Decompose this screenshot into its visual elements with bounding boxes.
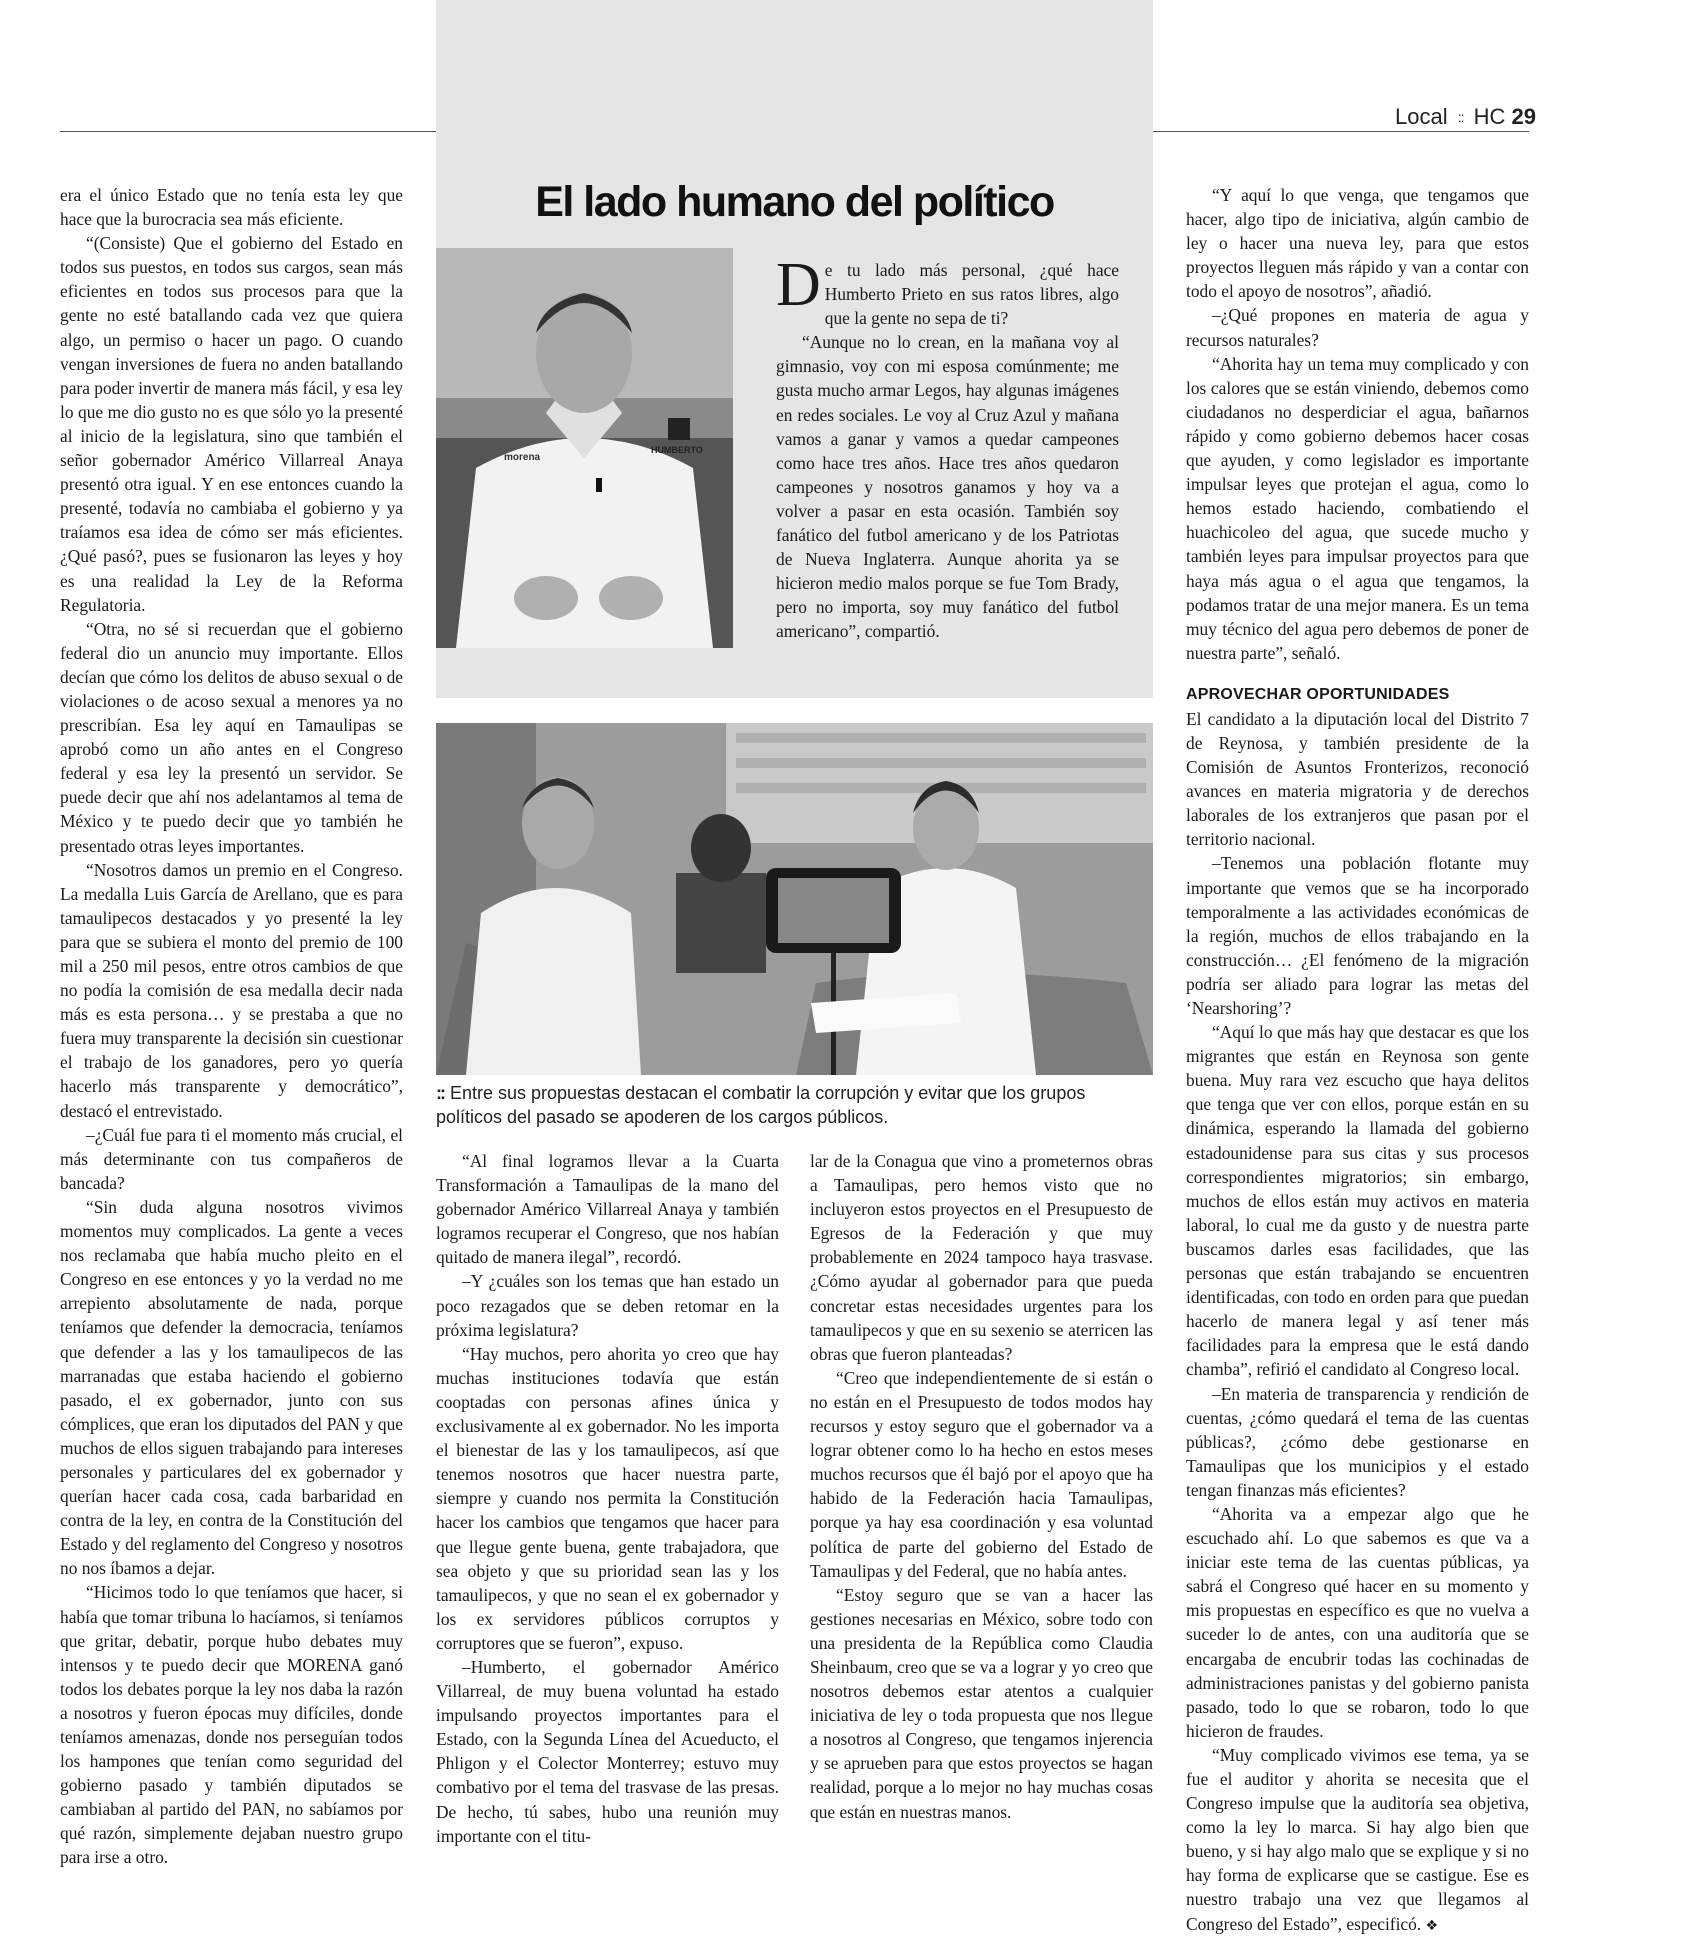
- column-4-paragraph: –En materia de transparencia y rendición de cuentas, ¿cómo quedará el tema de las cuentas públicas?, ¿cómo debe gestionarse en Tamaulipas que los municipios y el estado tengan finanzas más eficientes?: [1186, 1383, 1529, 1500]
- column-4-last-paragraph-text: “Muy complicado vivimos ese tema, ya se fue el auditor y ahorita se necesita que el Congreso impulse que la auditoría sea objetiva, como la ley lo marca. Si hay algo bien que bueno, y si hay algo malo que se explique y si no hay forma de explicarse que se castigue. Ese es nuestro trabajo una vez que llegamos al Congreso del Estado”, especificó.: [1186, 1744, 1529, 1934]
- column-4-last-paragraph: [1186, 1743, 1529, 1938]
- drop-cap: D: [776, 251, 821, 319]
- caption-marker: ::: [436, 1083, 444, 1103]
- article-column-4: [1186, 183, 1529, 1938]
- header-rule-right: [1153, 131, 1529, 132]
- page-folio: [1395, 104, 1536, 130]
- shirt-party-text: morena: [504, 452, 541, 463]
- column-1-paragraph: “Hicimos todo lo que teníamos que hacer, si había que tomar tribuna lo hacíamos, si teníamos que gritar, debatir, porque hubo debates muy intensos y te puedo decir que MORENA ganó todos los debates porque la ley nos daba la razón a nosotros y fueron épocas muy difíciles, donde teníamos amenazas, donde nos perseguían todos los hampones que tenían como seguridad del gobierno pasado y también diputados se cambiaban al partido del PAN, no sabíamos por qué razón, simplemente dejaban nuestro grupo para irse a otro.: [60, 1582, 403, 1868]
- end-mark-icon: ❖: [1425, 1917, 1439, 1934]
- page-number: 29: [1511, 104, 1537, 129]
- column-4-paragraph: “Y aquí lo que venga, que tengamos que hacer, algo tipo de iniciativa, algún cambio de ley o hacer una nueva ley, para que estos proyectos lleguen más rápido y van a contar con todo el apoyo de nosotros”, añadió.: [1186, 185, 1529, 302]
- header-rule-left: [60, 131, 436, 132]
- publication-name: HC: [1473, 104, 1506, 129]
- column-4-paragraph: “Ahorita hay un tema muy complicado y con los calores que se están viniendo, debemos como ciudadanos no desperdiciar el agua, bañarnos rápido y como gobierno debemos hacer cosas que ayuden, y como legislador es importante impulsar leyes que protejan el agua, como lo hemos estado haciendo, combatiendo el huachicoleo del agua, que sucede mucho y también leyes para impulsar proyectos para que haya más agua o el agua que tengamos, la podamos tratar de una mejor manera. Es un tema muy técnico del agua pero debemos de poner de nuestra parte”, señaló.: [1186, 353, 1529, 663]
- interview-illustration: [436, 723, 1153, 1075]
- article-column-2: [436, 1149, 779, 1848]
- article-column-1: [60, 183, 403, 1870]
- column-4-paragraph: El candidato a la diputación local del Distrito 7 de Reynosa, y también presidente de la Comisión de Asuntos Fronterizos, reconoció avances en materia migratoria y de derechos laborales de los extranjeros que pasan por el territorio nacional.: [1186, 708, 1529, 850]
- intro-paragraph-1-text: e tu lado más personal, ¿qué hace Humberto Prieto en sus ratos libres, algo que la gente no sepa de ti?: [824, 260, 1119, 329]
- column-2-paragraph: –Humberto, el gobernador Américo Villarreal, de muy buena voluntad ha estado impulsando proyectos importantes para el Estado, con la Segunda Línea del Acueducto, el Phligon y el Colector Monterrey; estuvo muy combativo por el tema del trasvase de las presas. De hecho, tú sabes, hubo una reunión muy importante con el titu-: [436, 1656, 779, 1846]
- column-3-paragraph: “Creo que independientemente de si están o no están en el Presupuesto de todos modos hay recursos y estoy seguro que el gobernador va a lograr obtener como lo ha hecho en estos meses muchos recursos que él bajó por el apoyo que ha habido de la Federación hacia Tamaulipas, porque ya hay esa coordinación y esa voluntad política de parte del gobierno del Estado de Tamaulipas y del Federal, que no había antes.: [810, 1367, 1153, 1581]
- page-headline: El lado humano del político: [535, 178, 1054, 226]
- section-subhead: APROVECHAR OPORTUNIDADES: [1186, 685, 1450, 703]
- folio-separator: ::: [1457, 109, 1464, 125]
- column-1-paragraph: era el único Estado que no tenía esta ley que hace que la burocracia sea más eficiente.: [60, 185, 403, 230]
- portrait-photo: [436, 248, 733, 648]
- column-1-paragraph: “Otra, no sé si recuerdan que el gobierno federal dio un anuncio muy importante. Ellos decían que cómo los delitos de abuso sexual o de violaciones o de acoso sexual a menores ya no prescribían. Esa ley aquí en Tamaulipas se aprobó como un año antes en el Congreso federal y esa ley la presentó un servidor. Se puede decir que ahí nos adelantamos al tema de México y te puedo decir que yo también he presentado otras leyes importantes.: [60, 618, 403, 856]
- intro-paragraph-2: “Aunque no lo crean, en la mañana voy al gimnasio, voy con mi esposa comúnmente; me gusta mucho armar Legos, hay algunas imágenes en redes sociales. Le voy al Cruz Azul y mañana vamos a ganar y vamos a quedar campeones como hace tres años. Hace tres años quedaron campeones y nosotros ganamos y hoy va a volver a pasar en esta ocasión. También soy fanático del futbol americano y de los Patriotas de Nueva Inglaterra. Aunque ahorita ya se hicieron medio malos porque se fue Tom Brady, pero no importa, soy muy fanático del futbol americano”, compartió.: [776, 332, 1119, 642]
- column-4-paragraph: –¿Qué propones en materia de agua y recursos naturales?: [1186, 305, 1529, 350]
- column-3-paragraph: lar de la Conagua que vino a prometernos obras a Tamaulipas, pero hemos visto que no incluyeron estos proyectos en el Presupuesto de Egresos de la Federación y que muy probablemente en 2024 tampoco haya trasvase. ¿Cómo ayudar al gobernador para que pueda concretar estas necesidades urgentes para los tamaulipecos y que en su sexenio se aterricen las obras que fueron planteadas?: [810, 1151, 1153, 1364]
- caption-text: Entre sus propuestas destacan el combatir la corrupción y evitar que los grupos políticos del pasado se apoderen de los cargos públicos.: [436, 1083, 1086, 1127]
- intro-paragraph-1: [776, 251, 1119, 330]
- column-2-paragraph: –Y ¿cuáles son los temas que han estado un poco rezagados que se deben retomar en la próxima legislatura?: [436, 1271, 779, 1340]
- portrait-illustration: [436, 248, 733, 648]
- column-2-paragraph: “Hay muchos, pero ahorita yo creo que hay muchas instituciones todavía que están cooptadas con personas afines única y exclusivamente al ex gobernador. No les importa el bienestar de las y los tamaulipecos, así que tenemos nosotros que hacer nuestra parte, siempre y cuando nos permita la Constitución hacer los cambios que tengamos que hacer para que llegue gente buena, gente trabajadora, que sea objeto y que su prioridad sean las y los tamaulipecos, y que no sean el ex gobernador y los ex servidores públicos corruptos y corruptores que se fueron”, expuso.: [436, 1343, 779, 1653]
- column-4-paragraph: “Aquí lo que más hay que destacar es que los migrantes que están en Reynosa son gente buena. Muy rara vez escucho que haya delitos que tenga que ver con ellos, porque están en su dinámica, esperando la llamada del gobierno estadounidense para sus citas y sus procesos correspondientes migratorios; sin embargo, muchos de ellos están muy activos en materia laboral, lo cual me da gusto y de nuestra parte buscamos darles esas facilidades, que las personas que están trabajando se encuentren identificadas, con todo en orden para que puedan hacerlo de manera legal y así tener más facilidades para la empresa que le está dando chamba”, refirió el candidato al Congreso local.: [1186, 1022, 1529, 1380]
- column-4-paragraph: “Ahorita va a empezar algo que he escuchado ahí. Lo que sabemos es que va a iniciar este tema de las cuentas públicas, ya sabrá el Congreso qué hacer en su momento y mis propuestas en específico es que no vuelva a suceder lo de antes, con una auditoría que se encargaba de encubrir todas las cochinadas de administraciones panistas y del gobierno panista pasado, todo lo que se robaron, todo lo que hicieron de fraudes.: [1186, 1503, 1529, 1741]
- column-1-paragraph: “Sin duda alguna nosotros vivimos momentos muy complicados. La gente a veces nos reclamaba que había mucho pleito en el Congreso en ese entonces y yo la verdad no me arrepiento absolutamente de nada, porque teníamos que defender la democracia, teníamos que defender a las y los tamaulipecos de las marranadas que estaba haciendo el gobierno pasado, el ex gobernador, junto con sus cómplices, que eran los diputados del PAN y que muchos de ellos siguen trabajando para intereses personales y particulares del ex gobernador y querían hacer cada cosa, cada barbaridad en contra de la ley, en contra de la Constitución del Estado y del reglamento del Congreso y nosotros no nos íbamos a dejar.: [60, 1196, 403, 1579]
- column-1-paragraph: –¿Cuál fue para ti el momento más crucial, el más determinante con tus compañeros de bancada?: [60, 1124, 403, 1193]
- column-4-paragraph: –Tenemos una población flotante muy importante que vemos que se ha incorporado temporalmente a las actividades económicas de la región, muchos de ellos trabajando en la construcción… ¿El fenómeno de la migración podría ser aliado para lograr las metas del ‘Nearshoring’?: [1186, 853, 1529, 1018]
- column-2-paragraph: “Al final logramos llevar a la Cuarta Transformación a Tamaulipas de la mano del gobernador Américo Villarreal Anaya y también logramos recuperar el Congreso, que nos habían quitado de manera ilegal”, recordó.: [436, 1151, 779, 1268]
- shirt-logo-text: HUMBERTO: [651, 445, 703, 455]
- section-name: Local: [1395, 104, 1448, 129]
- intro-column: [776, 251, 1119, 644]
- interview-photo: [436, 723, 1153, 1075]
- column-1-paragraph: “(Consiste) Que el gobierno del Estado en todos sus puestos, en todos sus cargos, sean más eficientes en todos sus procesos para que la gente no esté batallando cada vez que quiera algo, un permiso o hacer un pago. O cuando vengan inversiones de fuera no anden batallando para poder invertir de manera más fácil, y esa ley lo que me dio gusto no es que sólo yo la presenté al inicio de la legislatura, sino que también el señor gobernador Américo Villarreal Anaya presentó otra igual. Y en ese entonces cuando la presenté, todavía no cambiaba el gobierno y ya traíamos esa idea de cómo ser más eficientes. ¿Qué pasó?, pues se fusionaron las leyes y hoy es una realidad la Ley de la Reforma Regulatoria.: [60, 233, 403, 615]
- column-1-paragraph: “Nosotros damos un premio en el Congreso. La medalla Luis García de Arellano, que es para tamaulipecos destacados y yo presenté la ley para que se subiera el monto del premio de 100 mil a 250 mil pesos, entre otros cambios de que no podía la comisión de esa medalla decir nada más es esta persona… y se prestaba a que no fuera muy transparente la decisión sin cuestionar el trabajo de los ganadores, pero yo quería hacerlo más transparente y democrático”, destacó el entrevistado.: [60, 859, 403, 1121]
- column-3-paragraph: “Estoy seguro que se van a hacer las gestiones necesarias en México, sobre todo con una presidenta de la República como Claudia Sheinbaum, creo que se va a lograr y yo creo que nosotros debemos estar atentos a cualquier iniciativa de ley o toda propuesta que nos llegue a nosotros al Congreso, que tengamos injerencia y se aprueben para que estos proyectos se hagan realidad, porque a lo mejor no hay muchas cosas que están en nuestras manos.: [810, 1584, 1153, 1822]
- photo-caption: [436, 1081, 1156, 1129]
- article-column-3: [810, 1149, 1153, 1824]
